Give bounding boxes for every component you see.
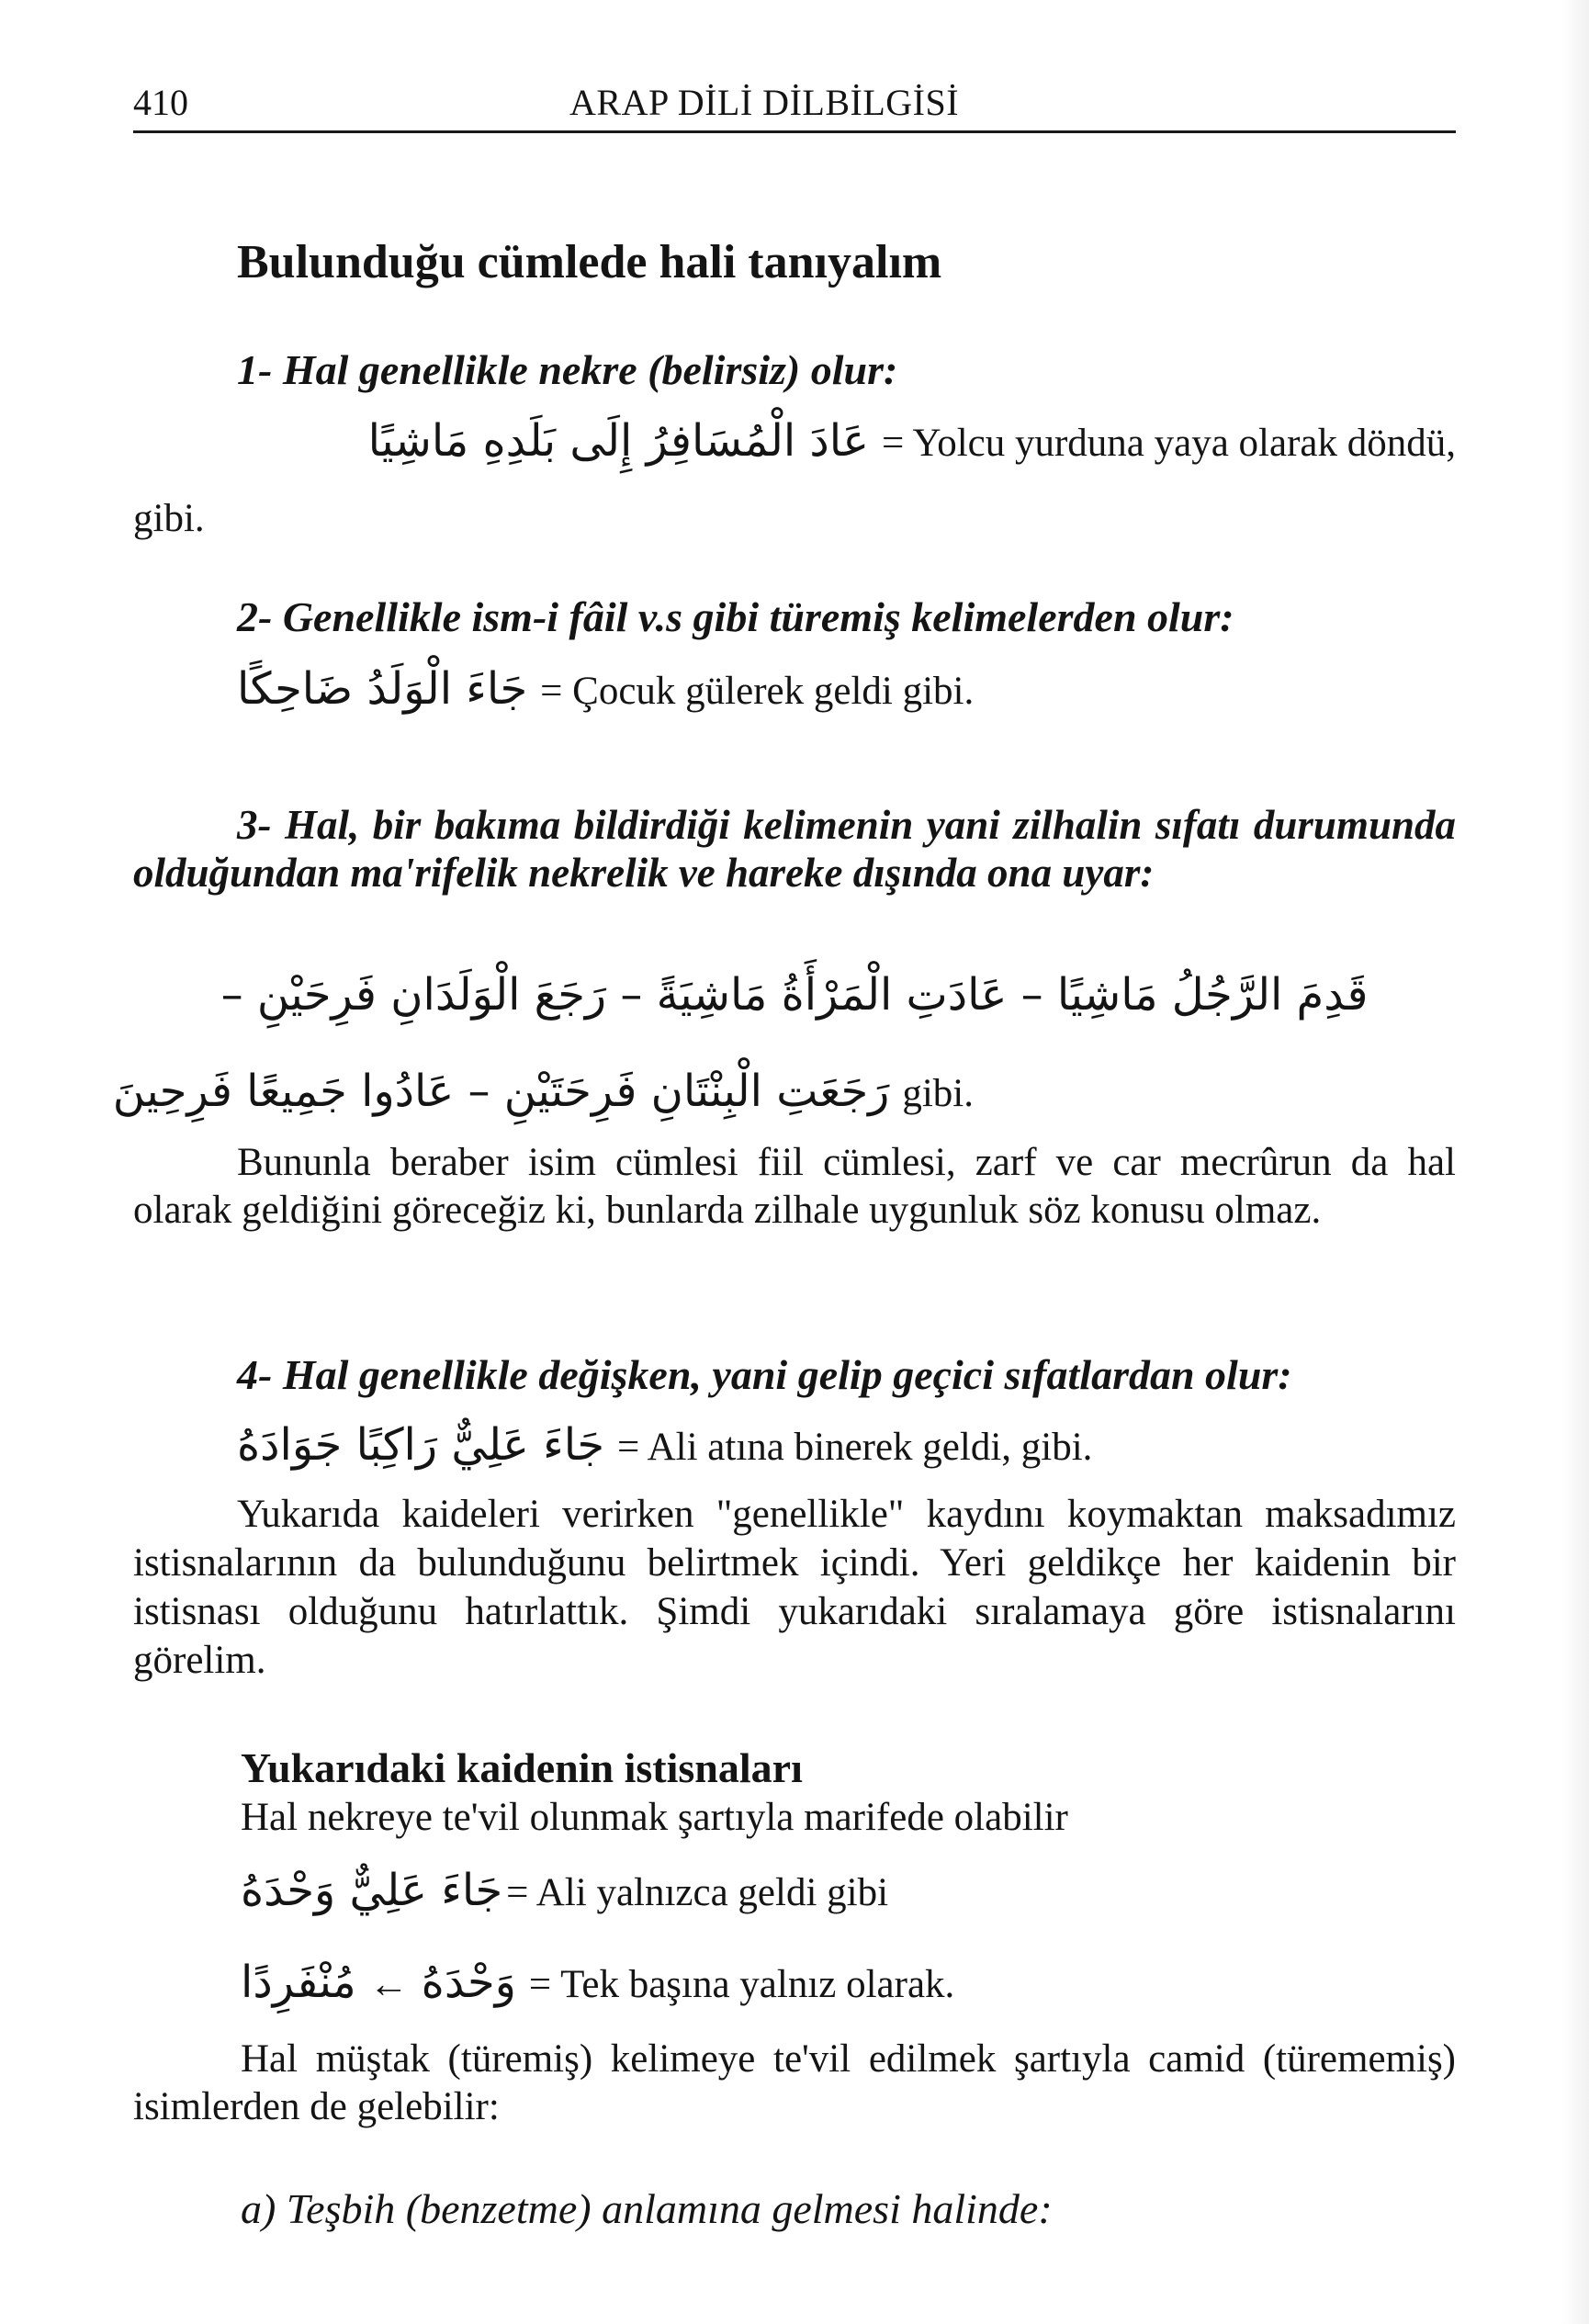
rule3-arabic-line1 (133, 969, 1456, 1021)
exceptions-example1-arabic: جَاءَ عَلِيٌّ وَحْدَهُ (241, 1865, 503, 1916)
rule3-arabic-examples-2: رَجَعَتِ الْبِنْتَانِ فَرِحَتَيْنِ – عَادُوا جَمِيعًا فَرِحِينَ (112, 1066, 890, 1117)
header-rule (133, 130, 1456, 133)
rule2-arabic-example: جَاءَ الْوَلَدُ ضَاحِكًا (237, 663, 528, 715)
rule1-heading: 1- Hal genellikle nekre (belirsiz) olur: (237, 346, 898, 393)
arrow-left-icon: ← (368, 1963, 409, 2006)
exceptions-example2-arabic-a: وَحْدَهُ (421, 1957, 516, 2008)
rule4-paragraph: Yukarıda kaideleri verirken "genellikle" kaydını koymaktan maksadımız istisnalarının da bulunduğunu belirtmek içindi. Yeri geldikçe her kaidenin bir istisnası olduğunu hatırlattık. Şimdi yukarıdaki sıralamaya göre istisnalarını görelim. (133, 1493, 1456, 1682)
rule3-trailing: gibi. (902, 1072, 974, 1115)
rule2-example-line (237, 663, 974, 715)
exceptions-example2-arabic-b: مُنْفَرِدًا (241, 1957, 356, 2008)
rule4-translation: = Ali atına binerek geldi, gibi. (616, 1426, 1093, 1469)
rule1-arabic-example: عَادَ الْمُسَافِرُ إِلَى بَلَدِهِ مَاشِيًا (367, 415, 870, 467)
rule4-example-line (237, 1419, 1092, 1471)
exceptions-example2-line (241, 1957, 954, 2008)
rule1-translation: = Yolcu yurduna yaya olarak döndü, (882, 422, 1456, 465)
rule4-heading: 4- Hal genellikle değişken, yani gelip geçici sıfatlardan olur: (237, 1351, 1292, 1398)
rule3-arabic-line2 (0, 1066, 974, 1117)
exceptions-intro: Hal nekreye te'vil olunmak şartıyla marifede olabilir (241, 1796, 1068, 1839)
page-number: 410 (133, 82, 188, 123)
exceptions-example1-line (241, 1865, 888, 1916)
section-heading: Bulunduğu cümlede hali tanıyalım (237, 236, 942, 288)
rule1-example-line (0, 415, 1456, 467)
page-edge-shadow (1561, 0, 1589, 2324)
rule3-paragraph: Bununla beraber isim cümlesi fiil cümlesi, zarf ve car mecrûrun da hal olarak geldiğini göreceğiz ki, bunlarda zilhale uygunluk söz konusu olmaz. (133, 1141, 1456, 1232)
rule2-translation: = Çocuk gülerek geldi gibi. (540, 670, 975, 713)
rule2-heading: 2- Genellikle ism-i fâil v.s gibi türemiş kelimelerden olur: (237, 593, 1234, 640)
exceptions-example1-translation: = Ali yalnızca geldi gibi (506, 1871, 889, 1914)
rule3-arabic-examples-1: قَدِمَ الرَّجُلُ مَاشِيًا – عَادَتِ الْمَرْأَةُ مَاشِيَةً – رَجَعَ الْوَلَدَانِ فَرِحَيْنِ – (220, 969, 1369, 1021)
rule1-trailing: gibi. (133, 497, 205, 540)
exceptions-paragraph: Hal müştak (türemiş) kelimeye te'vil edilmek şartıyla camid (türememiş) isimlerden de gelebilir: (133, 2037, 1456, 2128)
exceptions-item-a: a) Teşbih (benzetme) anlamına gelmesi halinde: (241, 2185, 1053, 2232)
exceptions-example2-translation: = Tek başına yalnız olarak. (528, 1963, 955, 2006)
exceptions-heading: Yukarıdaki kaidenin istisnaları (241, 1744, 803, 1791)
running-title: ARAP DİLİ DİLBİLGİSİ (569, 82, 960, 123)
rule3-heading: 3- Hal, bir bakıma bildirdiği kelimenin yani zilhalin sıfatı durumunda olduğundan ma'rifelik nekrelik ve hareke dışında ona uyar: (133, 802, 1456, 896)
rule4-arabic-example: جَاءَ عَلِيٌّ رَاكِبًا جَوَادَهُ (237, 1419, 604, 1471)
